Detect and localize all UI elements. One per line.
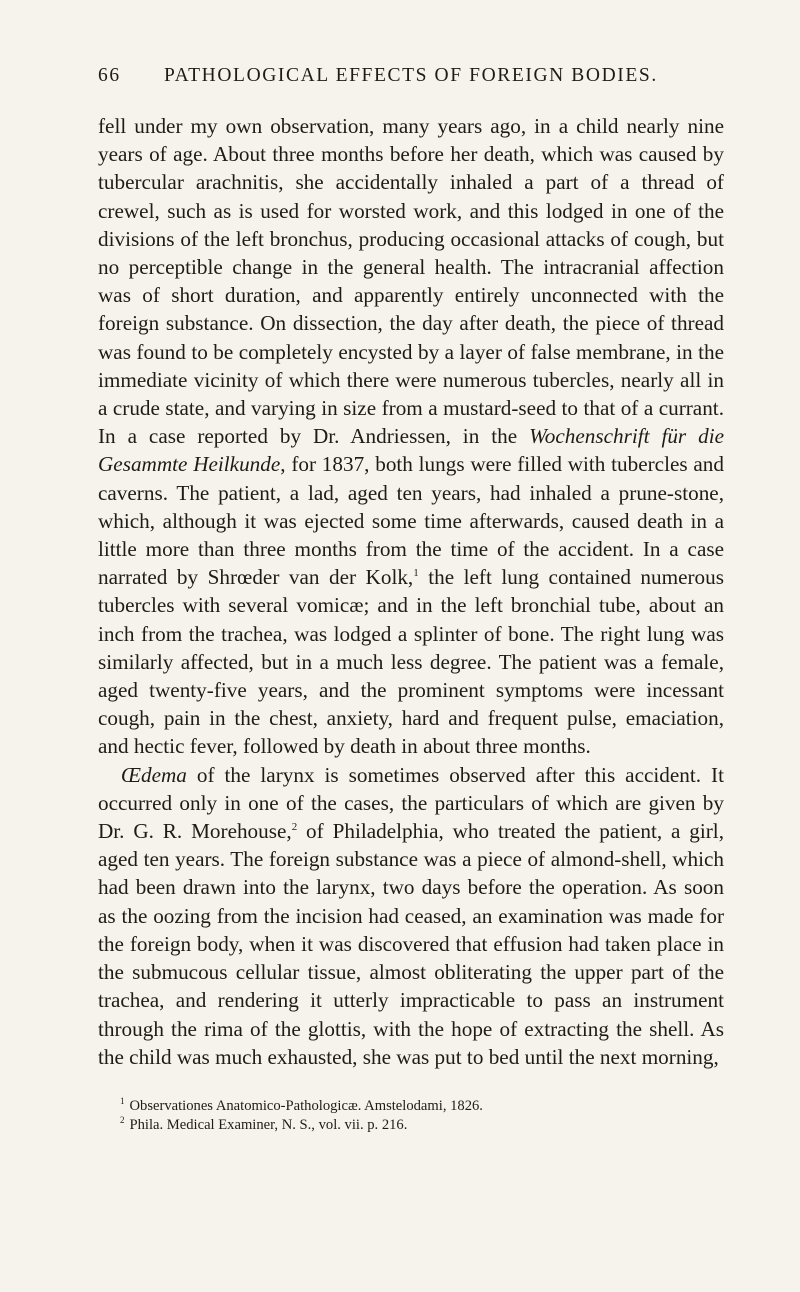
footnote-1 <box>120 1097 724 1116</box>
footnote-ref-1: 1 <box>413 567 419 580</box>
footnote-2-mark: 2 <box>120 1115 125 1126</box>
paragraph-2-text-b: of Philadelphia, who treated the patient, a girl, aged ten years. The foreign substance was a piece of almond-shell, which had been drawn into the larynx, two days before the operation. As soon as the oozing from the incision had ceased, an examination was made for the foreign body, when it was discovered that effusion had taken place in the submucous cellular tissue, almost obliterating the upper part of the trachea, and rendering it utterly impracticable to pass an instrument through the rima of the glottis, with the hope of extracting the shell. As the child was much exhausted, she was put to bed until the next morning, <box>98 819 724 1069</box>
paragraph-1-text-c: the left lung contained numerous tubercles with several vomicæ; and in the left bronchial tube, about an inch from the trachea, was lodged a splinter of bone. The right lung was similarly affected, but in a much less degree. The patient was a female, aged twenty-five years, and the prominent symptoms were incessant cough, pain in the chest, anxiety, hard and frequent pulse, emaciation, and hectic fever, followed by death in about three months. <box>98 565 724 759</box>
footnotes <box>120 1097 724 1135</box>
paragraph-2-text-a: of the larynx is sometimes observed after this accident. It occurred only in one of the cases, the particulars of which are given by Dr. G. R. Morehouse, <box>98 762 724 844</box>
page-number: 66 <box>98 65 121 86</box>
footnote-2-text: Phila. Medical Examiner, N. S., vol. vii. p. 216. <box>129 1117 408 1133</box>
footnote-2 <box>120 1116 724 1135</box>
journal-title: Wochenschrift für die Gesammte Heilkunde <box>98 424 724 477</box>
oedema-term: Œdema <box>121 762 187 787</box>
body-text <box>98 112 724 1071</box>
running-title: PATHOLOGICAL EFFECTS OF FOREIGN BODIES. <box>164 65 658 86</box>
paragraph-1-text-a: fell under my own observation, many years ago, in a child nearly nine years of age. About three months before her death, which was caused by tubercular arachnitis, she accidentally inhaled a part of a thread of crewel, such as is used for worsted work, and this lodged in one of the divisions of the left bronchus, producing occasional attacks of cough, but no perceptible change in the general health. The intracranial affection was of short duration, and apparently entirely unconnected with the foreign substance. On dissection, the day after death, the piece of thread was found to be completely encysted by a layer of false membrane, in the immediate vicinity of which there were numerous tubercles, nearly all in a crude state, and varying in size from a mustard-seed to that of a currant. In a case reported by Dr. Andriessen, in the <box>98 114 724 449</box>
paragraph-1-text-b: , for 1837, both lungs were filled with tubercles and caverns. The patient, a lad, aged ten years, had inhaled a prune-stone, which, although it was ejected some time afterwards, caused death in a little more than three months from the time of the accident. In a case narrated by Shrœder van der Kolk, <box>98 452 724 590</box>
paragraph-2 <box>98 761 724 1071</box>
footnote-1-mark: 1 <box>120 1096 125 1107</box>
paragraph-1 <box>98 112 724 761</box>
footnote-1-text: Observationes Anatomico-Pathologicæ. Amstelodami, 1826. <box>129 1098 483 1114</box>
footnote-ref-2: 2 <box>291 821 298 834</box>
running-header <box>98 62 724 90</box>
